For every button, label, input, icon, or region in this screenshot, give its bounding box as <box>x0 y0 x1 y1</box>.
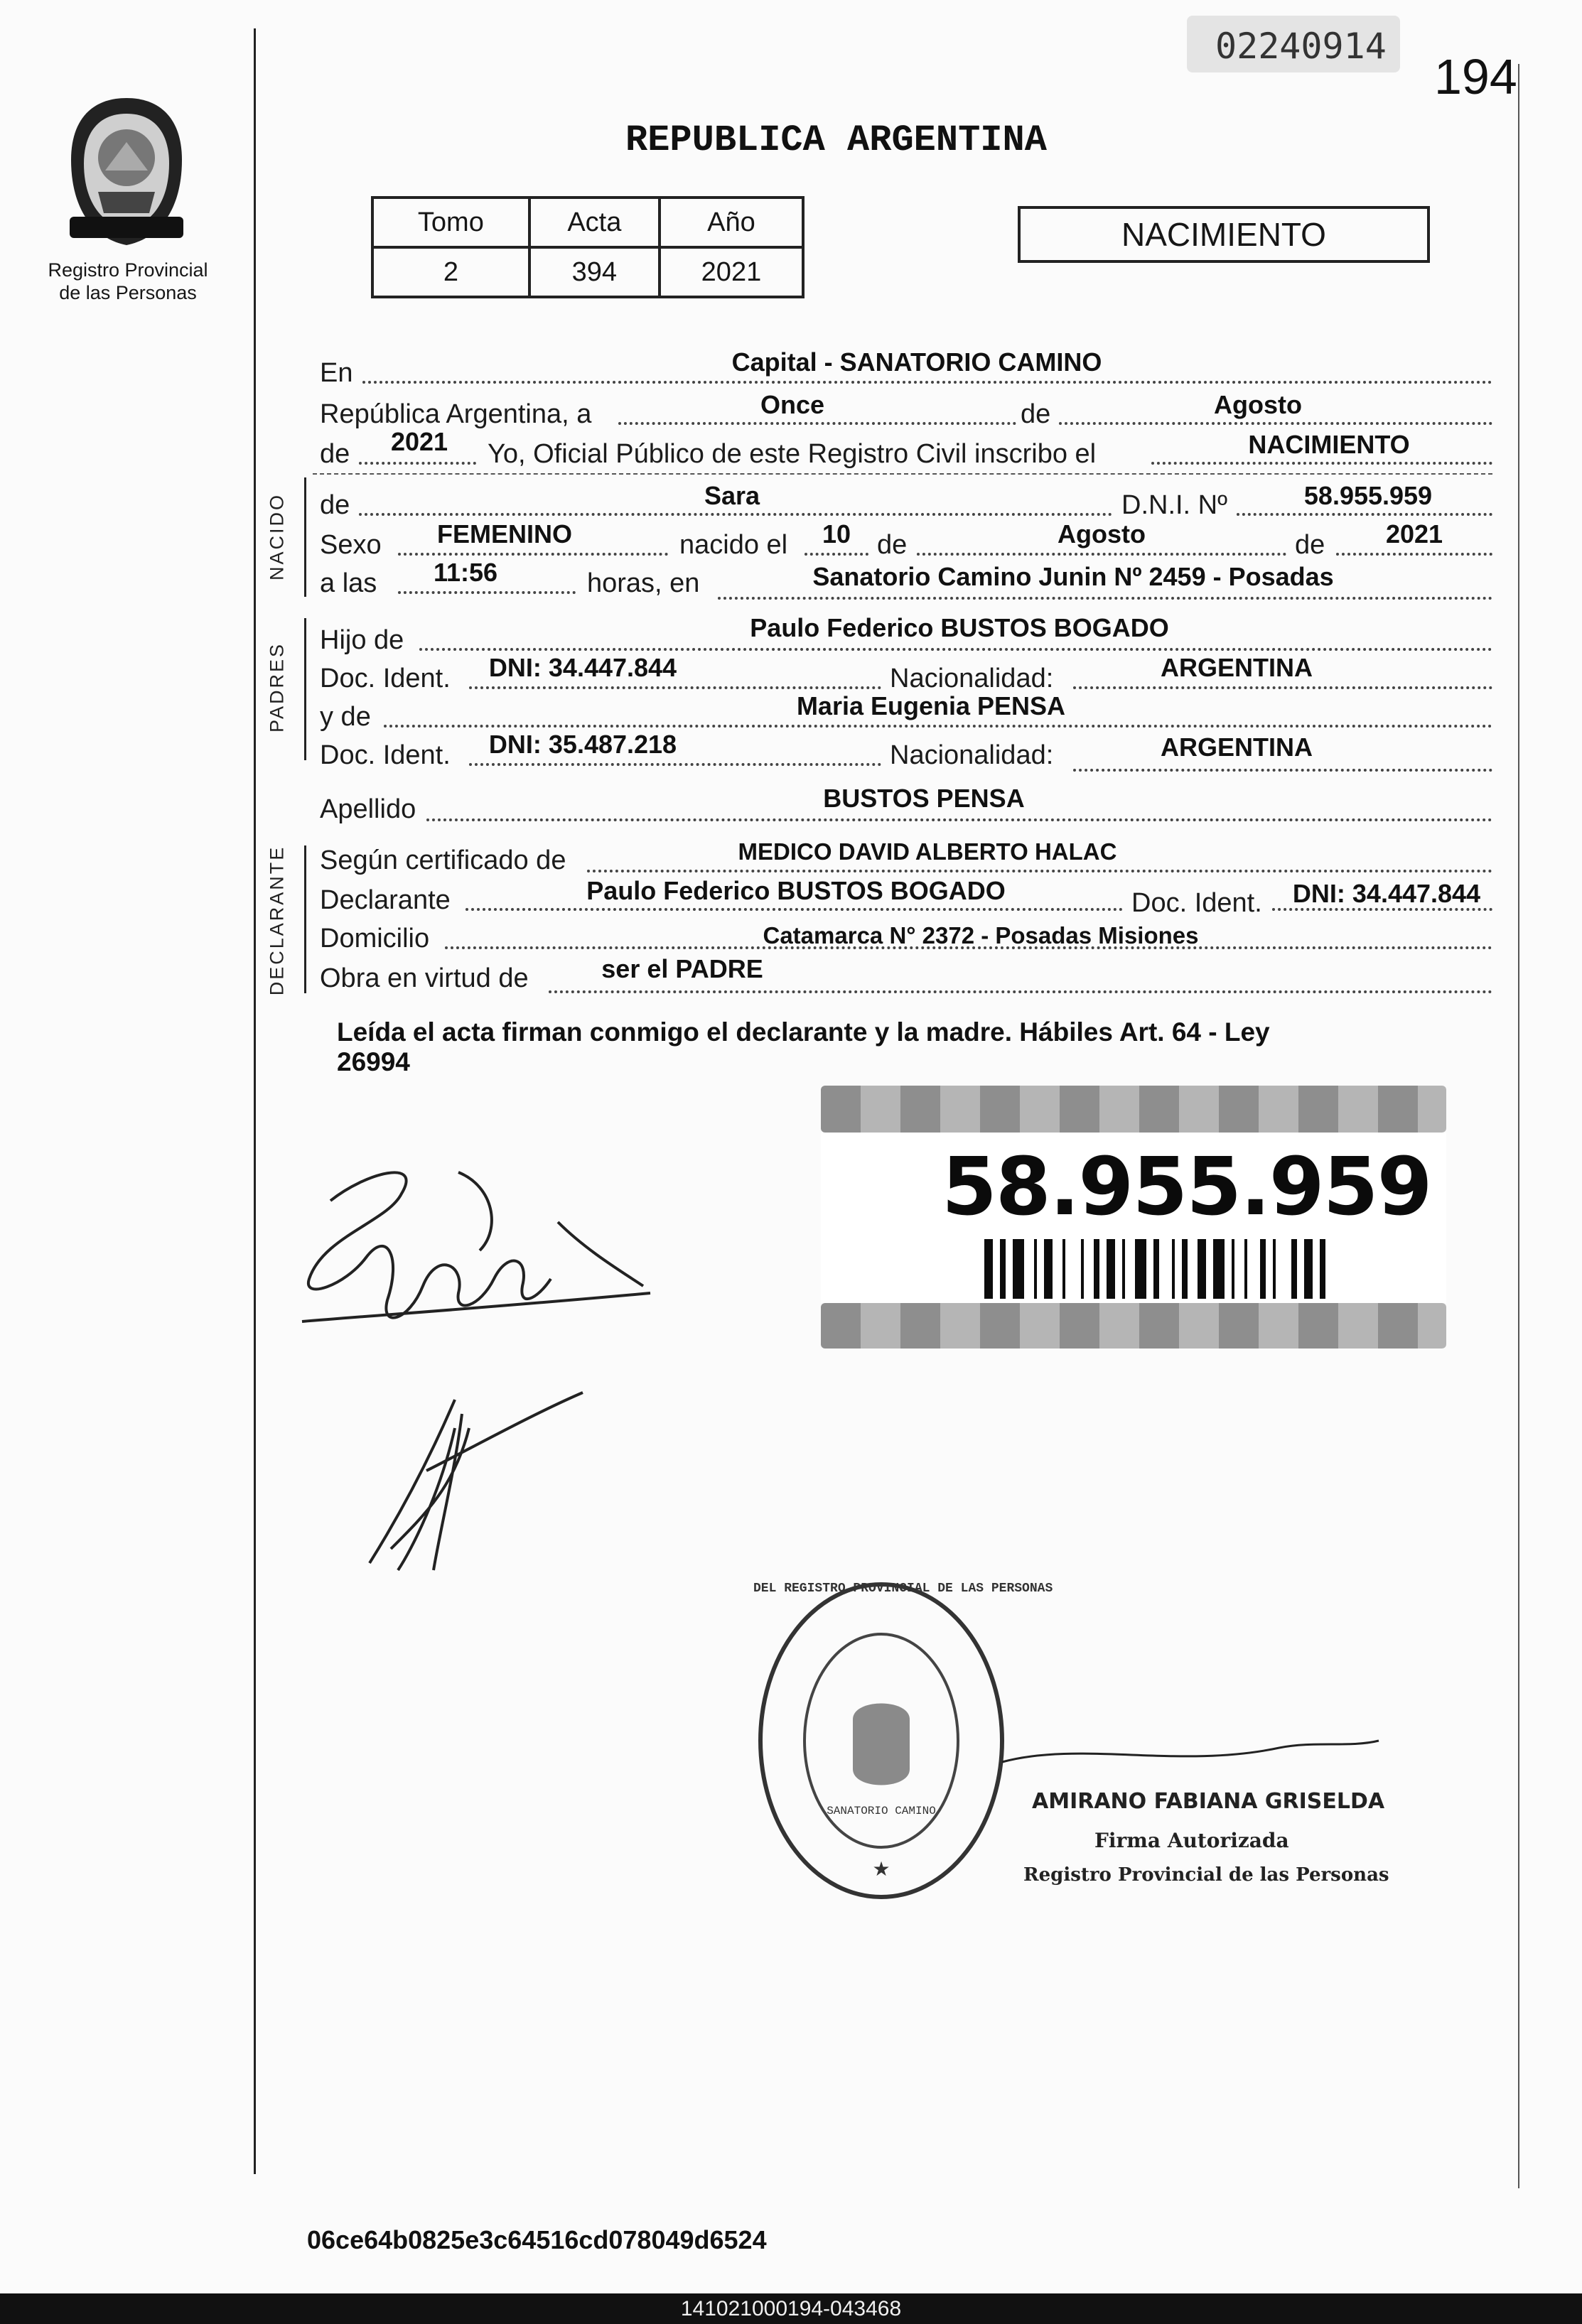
barcode-bar <box>1213 1239 1225 1299</box>
declarant-doc: DNI: 34.447.844 <box>1292 879 1481 908</box>
dotted-line <box>587 870 1492 872</box>
certificate-issuer: MEDICO DAVID ALBERTO HALAC <box>738 838 1117 865</box>
document-id: 141021000194-043468 <box>680 2297 902 2320</box>
inscribo-label: Yo, Oficial Público de este Registro Civil inscribo el <box>488 439 1097 469</box>
en-label: En <box>320 358 353 388</box>
de-label: de <box>320 439 350 469</box>
register-table-header-row <box>372 198 803 247</box>
yde-label: y de <box>320 702 371 732</box>
nacionalidad-label: Nacionalidad: <box>890 664 1054 693</box>
father-name: Paulo Federico BUSTOS BOGADO <box>750 613 1169 642</box>
registry-name-line2: de las Personas <box>59 282 197 303</box>
birth-year: 2021 <box>1385 519 1443 548</box>
barcode-bar <box>1000 1239 1006 1299</box>
barcode-bar <box>1232 1239 1234 1299</box>
section-bracket <box>304 477 306 597</box>
dotted-line <box>359 513 1112 516</box>
child-name: Sara <box>704 481 760 510</box>
barcode-bar <box>1198 1239 1206 1299</box>
control-number: 02240914 <box>1215 26 1387 67</box>
birth-day: 10 <box>822 519 851 548</box>
dotted-line <box>469 686 881 689</box>
dotted-line <box>549 990 1492 993</box>
register-table-cell: 394 <box>529 247 660 297</box>
de-label: de <box>1021 399 1051 429</box>
declarant-signature <box>281 1144 679 1357</box>
footer-bar <box>0 2293 1582 2324</box>
registry-seal <box>753 1577 1053 1904</box>
barcode-bar <box>1320 1239 1325 1299</box>
dotted-line <box>419 648 1492 651</box>
nacido-section-label: NACIDO <box>266 493 288 581</box>
closing-line1: Leída el acta firman conmigo el declarante y la madre. Hábiles Art. 64 - Ley <box>337 1017 1270 1047</box>
declarant-name: Paulo Federico BUSTOS BOGADO <box>586 876 1006 905</box>
dotted-line <box>469 763 881 766</box>
mother-doc: DNI: 35.487.218 <box>488 730 677 759</box>
barcode-bar <box>1094 1239 1099 1299</box>
barcode-bar <box>1172 1239 1175 1299</box>
surname: BUSTOS PENSA <box>823 784 1025 813</box>
official-name: AMIRANO FABIANA GRISELDA <box>1032 1789 1385 1814</box>
barcode-bar <box>984 1239 993 1299</box>
register-table-header: Acta <box>529 198 660 247</box>
barcode-bar <box>1153 1239 1159 1299</box>
dotted-line <box>1073 769 1492 772</box>
de-label: de <box>877 530 908 560</box>
barcode-bar <box>1135 1239 1146 1299</box>
official-firma: Firma Autorizada <box>1094 1829 1289 1852</box>
official-registro: Registro Provincial de las Personas <box>1023 1864 1389 1886</box>
registry-name-line1: Registro Provincial <box>48 259 208 281</box>
doc-ident-label: Doc. Ident. <box>320 664 451 693</box>
coat-of-arms-icon <box>55 92 198 256</box>
register-table-cell: 2 <box>372 247 529 297</box>
section-bracket <box>304 845 306 993</box>
sticker-barcode <box>984 1239 1333 1299</box>
left-margin-line <box>254 28 256 2174</box>
barcode-bar <box>1122 1239 1125 1299</box>
dotted-line <box>426 818 1492 821</box>
de-label: de <box>1295 530 1325 560</box>
barcode-bar <box>1182 1239 1188 1299</box>
dotted-line <box>398 591 576 594</box>
republica-label: República Argentina, a <box>320 399 592 429</box>
dotted-line <box>466 908 1123 911</box>
section-divider <box>313 473 1492 475</box>
dotted-line <box>805 553 868 556</box>
alas-label: a las <box>320 568 377 598</box>
dotted-line <box>917 553 1286 556</box>
declarant-address: Catamarca N° 2372 - Posadas Misiones <box>763 922 1199 948</box>
barcode-bar <box>1107 1239 1115 1299</box>
dotted-line <box>362 381 1492 384</box>
nacido-el-label: nacido el <box>679 530 788 560</box>
dotted-line <box>1237 513 1492 516</box>
apellido-label: Apellido <box>320 794 416 824</box>
dotted-line <box>1272 908 1492 911</box>
declarante-section-label: DECLARANTE <box>266 845 288 996</box>
hijo-label: Hijo de <box>320 625 404 655</box>
register-table-value-row <box>372 247 803 297</box>
barcode-bar <box>1260 1239 1266 1299</box>
barcode-bar <box>1273 1239 1276 1299</box>
official-signature <box>995 1719 1393 1790</box>
domicilio-label: Domicilio <box>320 924 430 953</box>
child-dni: 58.955.959 <box>1303 481 1433 510</box>
sexo-label: Sexo <box>320 530 382 560</box>
nacionalidad-label: Nacionalidad: <box>890 740 1054 770</box>
right-margin-line <box>1518 64 1519 2188</box>
doc-ident-label: Doc. Ident. <box>1131 888 1262 918</box>
mother-signature <box>348 1385 604 1584</box>
birth-month: Agosto <box>1058 519 1146 548</box>
mother-name: Maria Eugenia PENSA <box>796 691 1066 720</box>
doc-ident-label: Doc. Ident. <box>320 740 451 770</box>
register-table-header: Año <box>660 198 803 247</box>
barcode-bar <box>1244 1239 1247 1299</box>
act-type-box <box>1018 206 1430 263</box>
dotted-line <box>398 553 668 556</box>
mother-nationality: ARGENTINA <box>1161 733 1313 762</box>
barcode-bar <box>1044 1239 1053 1299</box>
barcode-bar <box>1062 1239 1065 1299</box>
dotted-line <box>1151 462 1492 465</box>
seal-outline-icon <box>753 1577 1053 1904</box>
misiones-logo <box>55 92 198 256</box>
dotted-line <box>1073 686 1492 689</box>
dotted-line <box>1059 422 1492 425</box>
barcode-bar <box>1304 1239 1313 1299</box>
barcode-bar <box>1081 1239 1084 1299</box>
seal-text: DEL REGISTRO PROVINCIAL DE LAS PERSONAS <box>753 1582 1053 1596</box>
register-table-cell: 2021 <box>660 247 803 297</box>
register-table-header: Tomo <box>372 198 529 247</box>
registration-act: NACIMIENTO <box>1248 430 1410 459</box>
closing-line2: 26994 <box>337 1047 410 1076</box>
horas-en-label: horas, en <box>587 568 700 598</box>
sticker-dni-number: 58.955.959 <box>942 1141 1431 1233</box>
dni-label: D.N.I. Nº <box>1121 490 1227 520</box>
dotted-line <box>718 597 1492 600</box>
dni-sticker <box>821 1086 1446 1349</box>
sticker-band-top <box>821 1086 1446 1133</box>
dotted-line <box>618 422 1016 425</box>
registration-place: Capital - SANATORIO CAMINO <box>731 347 1102 377</box>
dotted-line <box>1336 553 1492 556</box>
birth-place: Sanatorio Camino Junin Nº 2459 - Posadas <box>812 562 1334 591</box>
act-type: NACIMIENTO <box>1121 216 1326 253</box>
registration-year: 2021 <box>390 427 448 456</box>
padres-section-label: PADRES <box>266 642 288 733</box>
declarante-label: Declarante <box>320 885 451 915</box>
page-number: 194 <box>1434 49 1517 104</box>
barcode-bar <box>1013 1239 1024 1299</box>
barcode-bar <box>1034 1239 1037 1299</box>
seal-inner-text: SANATORIO CAMINO <box>827 1805 936 1817</box>
dotted-line <box>359 462 476 465</box>
dotted-line <box>384 725 1492 728</box>
obra-label: Obra en virtud de <box>320 963 529 993</box>
control-number-box <box>1187 16 1400 72</box>
birth-time: 11:56 <box>433 558 498 587</box>
registration-month: Agosto <box>1214 390 1302 419</box>
certificado-label: Según certificado de <box>320 845 566 875</box>
father-doc: DNI: 34.447.844 <box>488 653 677 682</box>
register-table <box>371 196 805 298</box>
declarant-relation: ser el PADRE <box>601 954 763 983</box>
section-bracket <box>304 618 306 760</box>
registration-day: Once <box>760 390 825 419</box>
sticker-band-bottom <box>821 1303 1446 1349</box>
svg-text:★: ★ <box>872 1858 890 1880</box>
document-hash: 06ce64b0825e3c64516cd078049d6524 <box>307 2225 767 2254</box>
child-sex: FEMENINO <box>436 519 572 548</box>
father-nationality: ARGENTINA <box>1161 653 1313 682</box>
barcode-bar <box>1291 1239 1297 1299</box>
de-label: de <box>320 490 350 520</box>
country-title: REPUBLICA ARGENTINA <box>625 119 1047 161</box>
